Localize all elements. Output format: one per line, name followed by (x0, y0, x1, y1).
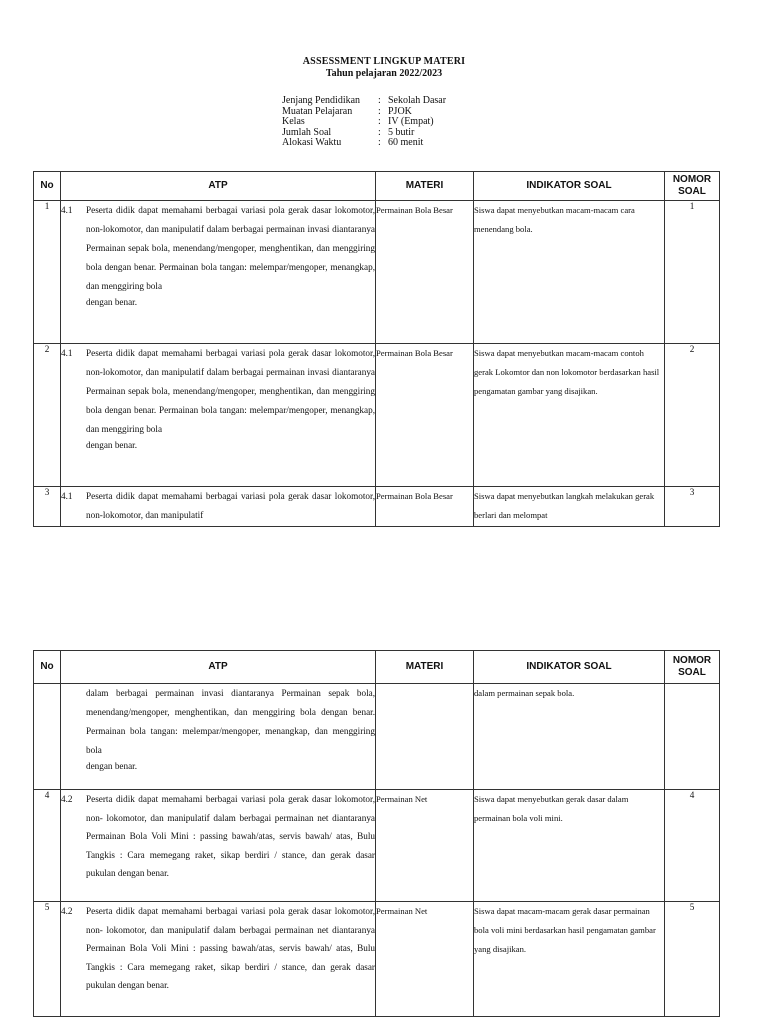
header-nomor-line2: SOAL (678, 667, 706, 678)
header-nomor-line1: NOMOR (672, 655, 712, 666)
header-atp: ATP (61, 651, 376, 684)
table-row (34, 684, 720, 790)
atp-code: 4.2 (61, 794, 73, 804)
info-row (282, 96, 446, 107)
atp-text-end: dengan benar. (86, 761, 138, 771)
header-nomor-line1: NOMOR (672, 174, 712, 185)
info-sep: : (378, 116, 381, 127)
info-value: 60 menit (388, 137, 424, 148)
materi-cell: Permainan Bola Besar (376, 344, 474, 487)
atp-text-end: dengan benar. (86, 297, 138, 307)
materi-cell: Permainan Net (376, 902, 474, 1017)
row-number: 2 (34, 344, 61, 487)
indikator-cell: Siswa dapat menyebutkan macam-macam contoh gerak Lokomtor dan non lokomotor berdasarkan hasil pengamatan gambar yang disajikan. (474, 344, 665, 487)
info-sep: : (378, 105, 381, 117)
atp-cell (61, 902, 376, 1017)
assessment-table-page-1 (33, 171, 720, 527)
atp-cell (61, 790, 376, 902)
atp-text: Peserta didik dapat memahami berbagai variasi pola gerak dasar lokomotor, non-lokomotor, dan manipulatif dalam berbagai permainan invasi diantaranya Permainan sepak bola, menendang/mengoper, menghentikan, dan menggiring bola dengan benar. Permainan bola tangan: melempar/mengoper, menangkap, dan menggiring bola (86, 205, 375, 291)
header-nomor-line2: SOAL (678, 186, 706, 197)
info-value: 5 butir (388, 126, 415, 138)
table-row (34, 344, 720, 487)
info-label: Alokasi Waktu (282, 137, 342, 148)
atp-text: dalam berbagai permainan invasi diantaranya Permainan sepak bola, menendang/mengoper, menghentikan, dan menggiring bola dengan benar. Permainan bola tangan: melempar/mengoper, menangkap, dan menggiring bola (86, 688, 375, 755)
info-block (282, 96, 446, 149)
info-label: Kelas (282, 116, 305, 127)
info-sep: : (378, 126, 381, 138)
row-number (34, 684, 61, 790)
info-row (282, 117, 446, 128)
info-value: Sekolah Dasar (388, 95, 447, 106)
table-row (34, 201, 720, 344)
row-number: 5 (34, 902, 61, 1017)
row-number: 1 (34, 201, 61, 344)
atp-cell (61, 684, 376, 790)
atp-text: Peserta didik dapat memahami berbagai variasi pola gerak dasar lokomotor, non- lokomotor, dan manipulatif dalam berbagai permainan net diantaranya Permainan Bola Voli Mini : passing bawah/atas, servis bawah/ atas, Bulu Tangkis : Cara memegang raket, sikap berdiri / stance, dan gerak dasar pukulan dengan benar. (86, 906, 375, 990)
nomor-soal-cell (665, 684, 720, 790)
info-label: Jenjang Pendidikan (282, 95, 361, 106)
header-no: No (34, 651, 61, 684)
nomor-soal-cell: 5 (665, 902, 720, 1017)
indikator-cell: Siswa dapat menyebutkan gerak dasar dalam permainan bola voli mini. (474, 790, 665, 902)
atp-cell (61, 201, 376, 344)
atp-text: Peserta didik dapat memahami berbagai variasi pola gerak dasar lokomotor, non-lokomotor, dan manipulatif (86, 491, 375, 520)
assessment-table-page-2 (33, 650, 720, 1017)
table-header-row (34, 172, 720, 201)
header-indikator: INDIKATOR SOAL (474, 651, 665, 684)
document-title: ASSESSMENT LINGKUP MATERI (302, 56, 466, 67)
materi-cell: Permainan Bola Besar (376, 201, 474, 344)
atp-cell (61, 344, 376, 487)
materi-cell (376, 684, 474, 790)
header-indikator: INDIKATOR SOAL (474, 172, 665, 201)
header-atp: ATP (61, 172, 376, 201)
atp-code (61, 684, 86, 772)
info-sep: : (378, 137, 381, 148)
indikator-cell: Siswa dapat macam-macam gerak dasar permainan bola voli mini berdasarkan hasil pengamatan gambar yang disajikan. (474, 902, 665, 1017)
table-row (34, 902, 720, 1017)
atp-code: 4.1 (61, 205, 73, 215)
info-label: Jumlah Soal (282, 126, 332, 138)
atp-text: Peserta didik dapat memahami berbagai variasi pola gerak dasar lokomotor, non- lokomotor, dan manipulatif dalam berbagai permainan net diantaranya Permainan Bola Voli Mini : passing bawah/atas, servis bawah/ atas, Bulu Tangkis : Cara memegang raket, sikap berdiri / stance, dan gerak dasar pukulan dengan benar. (86, 794, 375, 878)
table-row (34, 790, 720, 902)
nomor-soal-cell: 1 (665, 201, 720, 344)
header-no: No (34, 172, 61, 201)
atp-code: 4.1 (61, 348, 73, 358)
indikator-cell: Siswa dapat menyebutkan langkah melakukan gerak berlari dan melompat (474, 487, 665, 527)
info-label: Muatan Pelajaran (282, 105, 353, 117)
header-materi: MATERI (376, 651, 474, 684)
document-header (0, 56, 768, 80)
row-number: 3 (34, 487, 61, 527)
materi-cell: Permainan Bola Besar (376, 487, 474, 527)
header-materi: MATERI (376, 172, 474, 201)
row-number: 4 (34, 790, 61, 902)
table-header-row (34, 651, 720, 684)
atp-code: 4.2 (61, 906, 73, 916)
atp-text-end: dengan benar. (86, 440, 138, 450)
indikator-cell: dalam permainan sepak bola. (474, 684, 665, 790)
info-row (282, 138, 446, 149)
nomor-soal-cell: 4 (665, 790, 720, 902)
document-subtitle: Tahun pelajaran 2022/2023 (325, 68, 443, 79)
nomor-soal-cell: 2 (665, 344, 720, 487)
nomor-soal-cell: 3 (665, 487, 720, 527)
info-sep: : (378, 95, 381, 106)
materi-cell: Permainan Net (376, 790, 474, 902)
info-value: IV (Empat) (388, 116, 434, 127)
info-value: PJOK (388, 105, 412, 117)
indikator-cell: Siswa dapat menyebutkan macam-macam cara menendang bola. (474, 201, 665, 344)
table-row (34, 487, 720, 527)
atp-cell (61, 487, 376, 527)
atp-text: Peserta didik dapat memahami berbagai variasi pola gerak dasar lokomotor, non-lokomotor, dan manipulatif dalam berbagai permainan invasi diantaranya Permainan sepak bola, menendang/mengoper, menghentikan, dan menggiring bola dengan benar. Permainan bola tangan: melempar/mengoper, menangkap, dan menggiring bola (86, 348, 375, 434)
atp-code: 4.1 (61, 491, 73, 501)
header-nomor-soal (665, 651, 720, 684)
header-nomor-soal (665, 172, 720, 201)
